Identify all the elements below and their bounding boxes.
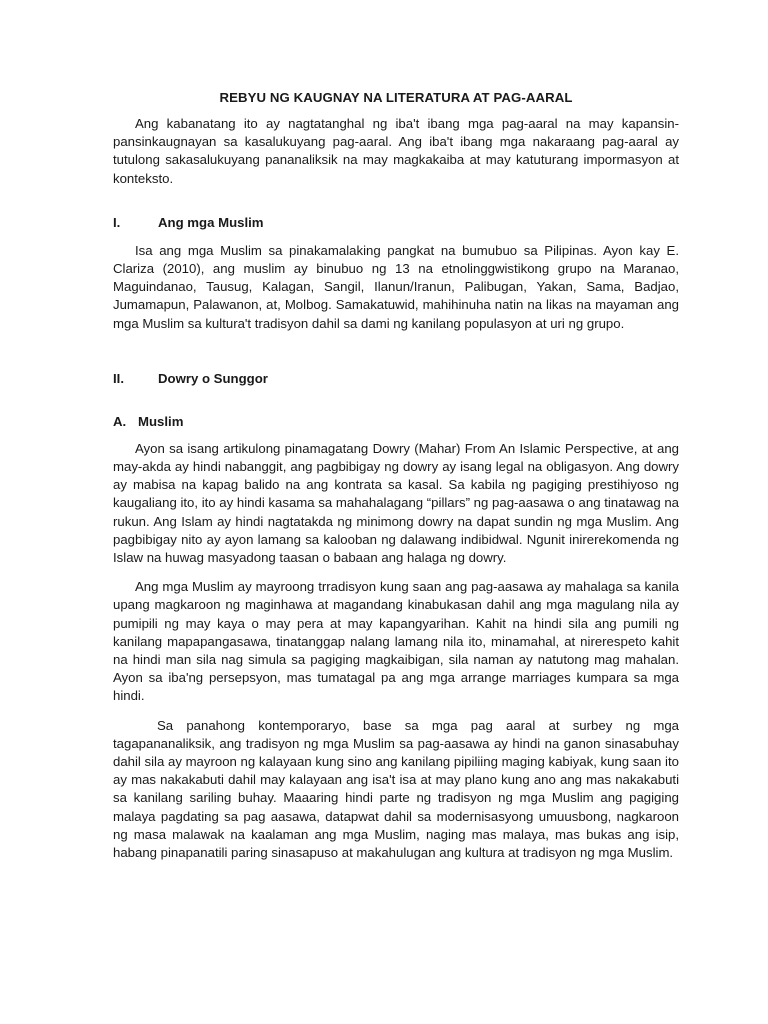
section-1-number: I. — [113, 214, 121, 230]
section-1-title: Ang mga Muslim — [158, 214, 264, 230]
subsection-a-title: Muslim — [138, 413, 184, 429]
subsection-a-heading — [113, 414, 679, 429]
section-1-heading — [113, 215, 679, 230]
section-2-title: Dowry o Sunggor — [158, 370, 268, 386]
section-2-heading — [113, 371, 679, 386]
document-page — [113, 90, 679, 862]
page-title: REBYU NG KAUGNAY NA LITERATURA AT PAG-AARAL — [219, 90, 573, 105]
subsection-a-number: A. — [113, 413, 127, 429]
section-1-body: Isa ang mga Muslim sa pinakamalaking pangkat na bumubuo sa Pilipinas. Ayon kay E. Clariza (2010), ang muslim ay binubuo ng 13 na etnolinggwistikong grupo na Maranao, Maguindanao, Tausug, Kalagan, Sangil, Ilanun/Iranun, Palibugan, Yakan, Sama, Badjao, Jumamapun, Palawanon, at, Molbog. Samakatuwid, mahihinuha natin na likas na mayaman ang mga Muslim sa kultura't tradisyon dahil sa dami ng kanilang populasyon at uri ng grupo. — [113, 242, 679, 331]
subsection-a-paragraph-2: Ang mga Muslim ay mayroong trradisyon kung saan ang pag-aasawa ay mahalaga sa kanila upang magkaroon ng maginhawa at magandang kinabukasan dahil ang mga magulang nila ay pumipili ng may kaya o may pera at may kapangyarihan. Kahit na hindi sila ang pumili ng kanilang mapapangasawa, tinatanggap nalang lamang nila ito, minamahal, at nirerespeto kahit na hindi man sila nag simula sa pagiging magkaibigan, sila naman ay natutong mag mahalan. Ayon sa iba'ng persepsyon, mas tumatagal pa ang mga arrange marriages kumpara sa mga hindi. — [113, 579, 679, 704]
subsection-a-paragraph-1: Ayon sa isang artikulong pinamagatang Dowry (Mahar) From An Islamic Perspective, at ang may-akda ay hindi nabanggit, ang pagbibigay ng dowry ay isang legal na obligasyon. Ang dowry ay mabisa na kapag balido na ang kontrata sa kasal. Sa kabila ng pagiging prestihiyoso ng kaugaliang ito, ito ay hindi kasama sa mahahalagang “pillars” ng pag-aasawa o ang tinatawag na rukun. Ang Islam ay hindi nagtatakda ng minimong dowry na dapat sundin ng mga Muslim. Ang pagbibigay nito ay ayon lamang sa kalooban ng dalawang indibidwal. Ngunit inirerekomenda ng Islaw na huwag masyadong taasan o babaan ang halaga ng dowry. — [113, 440, 679, 566]
intro-paragraph: Ang kabanatang ito ay nagtatanghal ng iba't ibang mga pag-aaral na may kapansin-pansinkaugnayan sa kasalukuyang pag-aaral. Ang iba't ibang mga nakaraang pag-aaral ay tutulong sakasalukuyang pananaliksik na may magkakaiba at may katuturang impormasyon at konteksto. — [113, 116, 679, 186]
section-2-number: II. — [113, 370, 124, 386]
subsection-a-paragraph-3: Sa panahong kontemporaryo, base sa mga pag aaral at surbey ng mga tagapananaliksik, ang tradisyon ng mga Muslim sa pag-aasawa ay hindi na ganon sinasabuhay dahil sila ay mayroon ng kalayaan kung sino ang kanilang pipiliing maging kabiyak, kung saan ito ay mas nakakabuti dahil may kalayaan ang isa't isa at may plano kung ano ang mas nakakabuti sa kanilang sariling buhay. Maaaring hindi parte ng tradisyon ng mga Muslim ang pagiging malaya pagdating sa pag aasawa, datapwat dahil sa modernisasyong umuusbong, nagkaroon ng masa malawak na kaalaman ang mga Muslim, naging mas malaya, mas bukas ang isip, habang pinapanatili paring sinasapuso at makahulugan ang kultura at tradisyon ng mga Muslim. — [113, 717, 679, 861]
